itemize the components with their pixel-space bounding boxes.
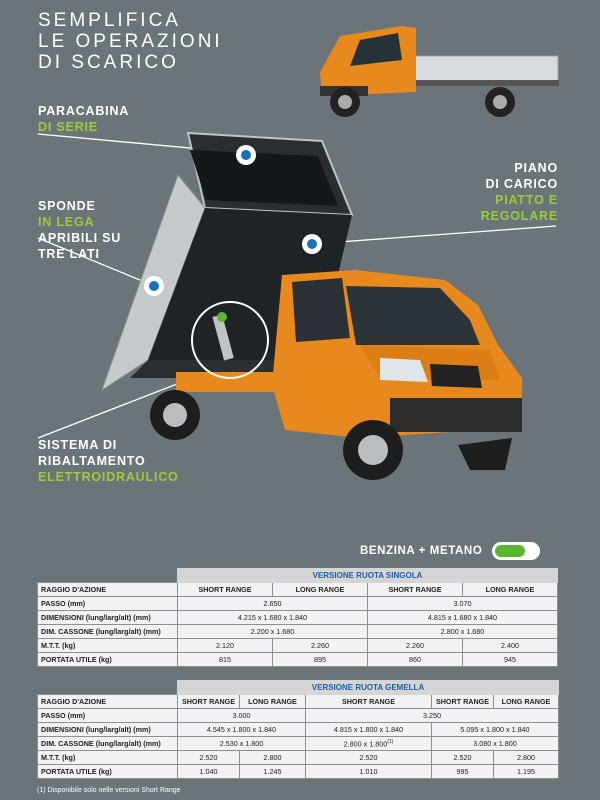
table-row: RAGGIO D'AZIONE SHORT RANGE LONG RANGE SHORT RANGE LONG RANGE (38, 583, 558, 597)
table-row: DIM. CASSONE (lung/larg/alt) (mm) 2.530 x 1.800 2.800 x 1.800$^{(1)}$ 3.080 x 1.800 (38, 737, 559, 751)
fuel-toggle (492, 542, 540, 560)
table-row: M.T.T. (kg) 2.520 2.800 2.520 2.520 2.800 (38, 751, 559, 765)
fuel-type-label: BENZINA + METANO (360, 545, 483, 557)
headline-line-1: SEMPLIFICA (38, 10, 181, 31)
callout-piano-di-carico: PIANO DI CARICO PIATTO E REGOLARE (480, 161, 558, 223)
table-row: DIM. CASSONE (lung/larg/alt) (mm) 2.200 x 1.680 2.800 x 1.680 (38, 625, 558, 639)
table-title-single: VERSIONE RUOTA SINGOLA (178, 569, 558, 583)
table-row: M.T.T. (kg) 2.120 2.260 2.260 2.400 (38, 639, 558, 653)
callout-paracabina: PARACABINA DI SERIE (38, 104, 130, 134)
fuel-toggle-knob (495, 545, 525, 557)
callout-sponde: SPONDE IN LEGA APRIBILI SU TRE LATI (38, 199, 122, 261)
paracabina-marker (236, 145, 256, 165)
fuel-type-indicator (360, 542, 540, 560)
table-row: PORTATA UTILE (kg) 1.040 1.245 1.010 995 1.195 (38, 765, 559, 779)
table-row: RAGGIO D'AZIONE SHORT RANGE LONG RANGE SHORT RANGE SHORT RANGE LONG RANGE (38, 695, 559, 709)
spec-table-double (37, 680, 559, 779)
table-row: DIMENSIONI (lung/larg/alt) (mm) 4.545 x 1.800 x 1.840 4.815 x 1.800 x 1.840 5.095 x 1.800 x 1.840 (38, 723, 559, 737)
table-row: PASSO (mm) 3.000 3.250 (38, 709, 559, 723)
footnote-marker: (1) (387, 738, 394, 745)
spec-table-single (37, 568, 558, 667)
footnote: (1) Disponibile solo nelle versioni Short Range (37, 787, 181, 794)
callout-sistema-ribaltamento: SISTEMA DI RIBALTAMENTO ELETTROIDRAULICO (38, 438, 179, 484)
table-title-double: VERSIONE RUOTA GEMELLA (178, 681, 559, 695)
headline-line-2: LE OPERAZIONI (38, 31, 223, 52)
table-row: PASSO (mm) 2.650 3.070 (38, 597, 558, 611)
table-row: PORTATA UTILE (kg) 815 895 860 945 (38, 653, 558, 667)
piano-marker (302, 234, 322, 254)
sponde-marker (144, 276, 164, 296)
headline-line-3: DI SCARICO (38, 52, 179, 73)
small-truck-image (320, 26, 559, 117)
tipper-truck-image (102, 133, 522, 480)
table-row: DIMENSIONI (lung/larg/alt) (mm) 4.215 x 1.680 x 1.840 4.815 x 1.680 x 1.840 (38, 611, 558, 625)
